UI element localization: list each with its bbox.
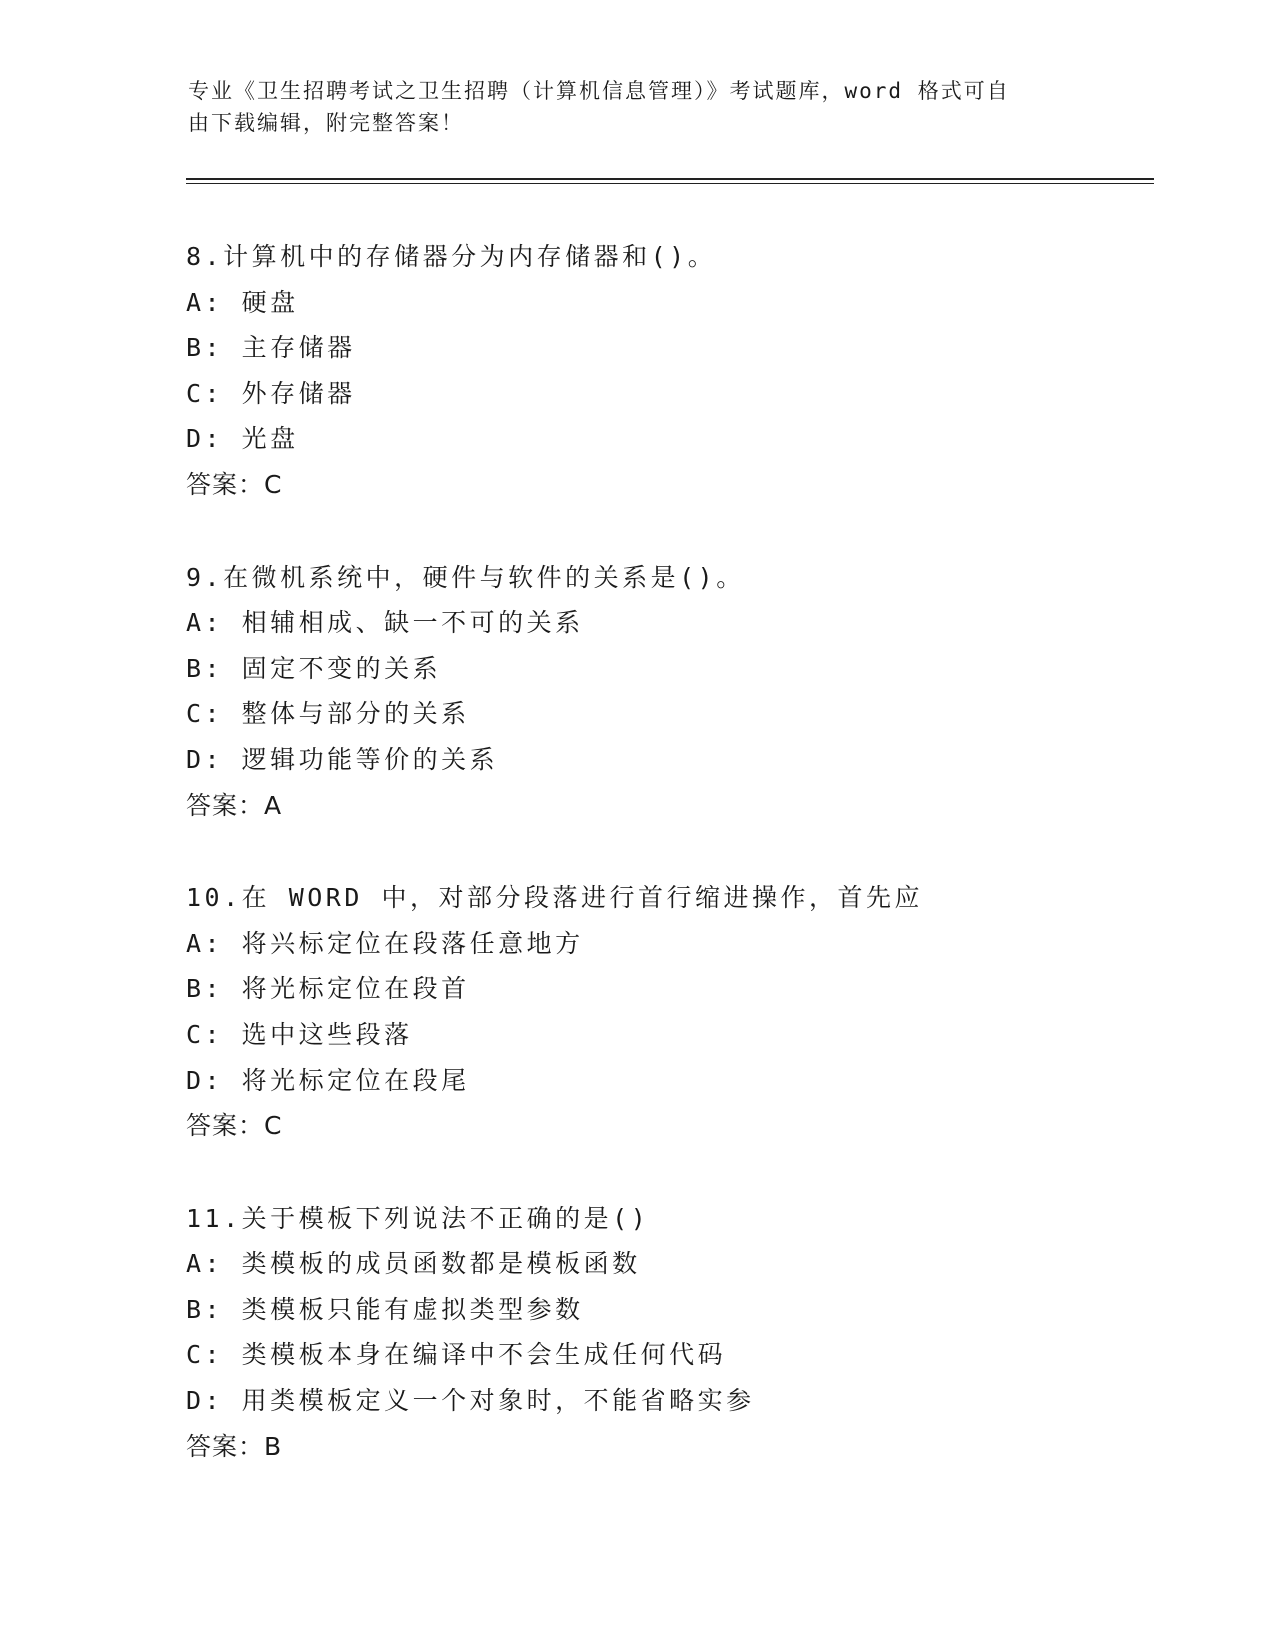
option-d: D: 逻辑功能等价的关系 bbox=[186, 744, 499, 774]
answer-line: 答案：B bbox=[186, 1431, 283, 1461]
option-c: C: 类模板本身在编译中不会生成任何代码 bbox=[186, 1340, 727, 1370]
option-b: B: 类模板只能有虚拟类型参数 bbox=[186, 1294, 584, 1324]
question-stem: 9.在微机系统中，硬件与软件的关系是()。 bbox=[186, 562, 745, 592]
option-a: A: 类模板的成员函数都是模板函数 bbox=[186, 1249, 641, 1279]
question-11 bbox=[186, 1196, 1146, 1470]
option-c: C: 选中这些段落 bbox=[186, 1019, 413, 1049]
question-8 bbox=[186, 234, 1146, 508]
question-9 bbox=[186, 555, 1146, 829]
answer-line: 答案：C bbox=[186, 1111, 283, 1141]
header-divider-thin bbox=[186, 183, 1154, 184]
header-line-1: 专业《卫生招聘考试之卫生招聘（计算机信息管理）》考试题库，word 格式可自 bbox=[188, 79, 1010, 103]
option-b: B: 固定不变的关系 bbox=[186, 653, 442, 683]
option-d: D: 光盘 bbox=[186, 424, 299, 454]
option-c: C: 外存储器 bbox=[186, 378, 356, 408]
question-stem: 11.关于模板下列说法不正确的是() bbox=[186, 1203, 650, 1233]
option-d: D: 用类模板定义一个对象时，不能省略实参 bbox=[186, 1386, 755, 1416]
question-list bbox=[186, 234, 1146, 1516]
answer-line: 答案：C bbox=[186, 469, 283, 499]
question-stem: 10.在 WORD 中，对部分段落进行首行缩进操作，首先应 bbox=[186, 883, 923, 913]
option-b: B: 主存储器 bbox=[186, 333, 356, 363]
option-b: B: 将光标定位在段首 bbox=[186, 974, 470, 1004]
question-10 bbox=[186, 875, 1146, 1149]
option-c: C: 整体与部分的关系 bbox=[186, 699, 470, 729]
document-header bbox=[188, 75, 1088, 139]
option-a: A: 硬盘 bbox=[186, 287, 299, 317]
header-divider-thick bbox=[186, 178, 1154, 180]
header-line-2: 由下载编辑，附完整答案！ bbox=[188, 111, 464, 135]
question-stem: 8.计算机中的存储器分为内存储器和()。 bbox=[186, 242, 717, 271]
answer-line: 答案：A bbox=[186, 790, 283, 820]
option-a: A: 相辅相成、缺一不可的关系 bbox=[186, 608, 584, 638]
option-a: A: 将兴标定位在段落任意地方 bbox=[186, 928, 584, 958]
option-d: D: 将光标定位在段尾 bbox=[186, 1065, 470, 1095]
